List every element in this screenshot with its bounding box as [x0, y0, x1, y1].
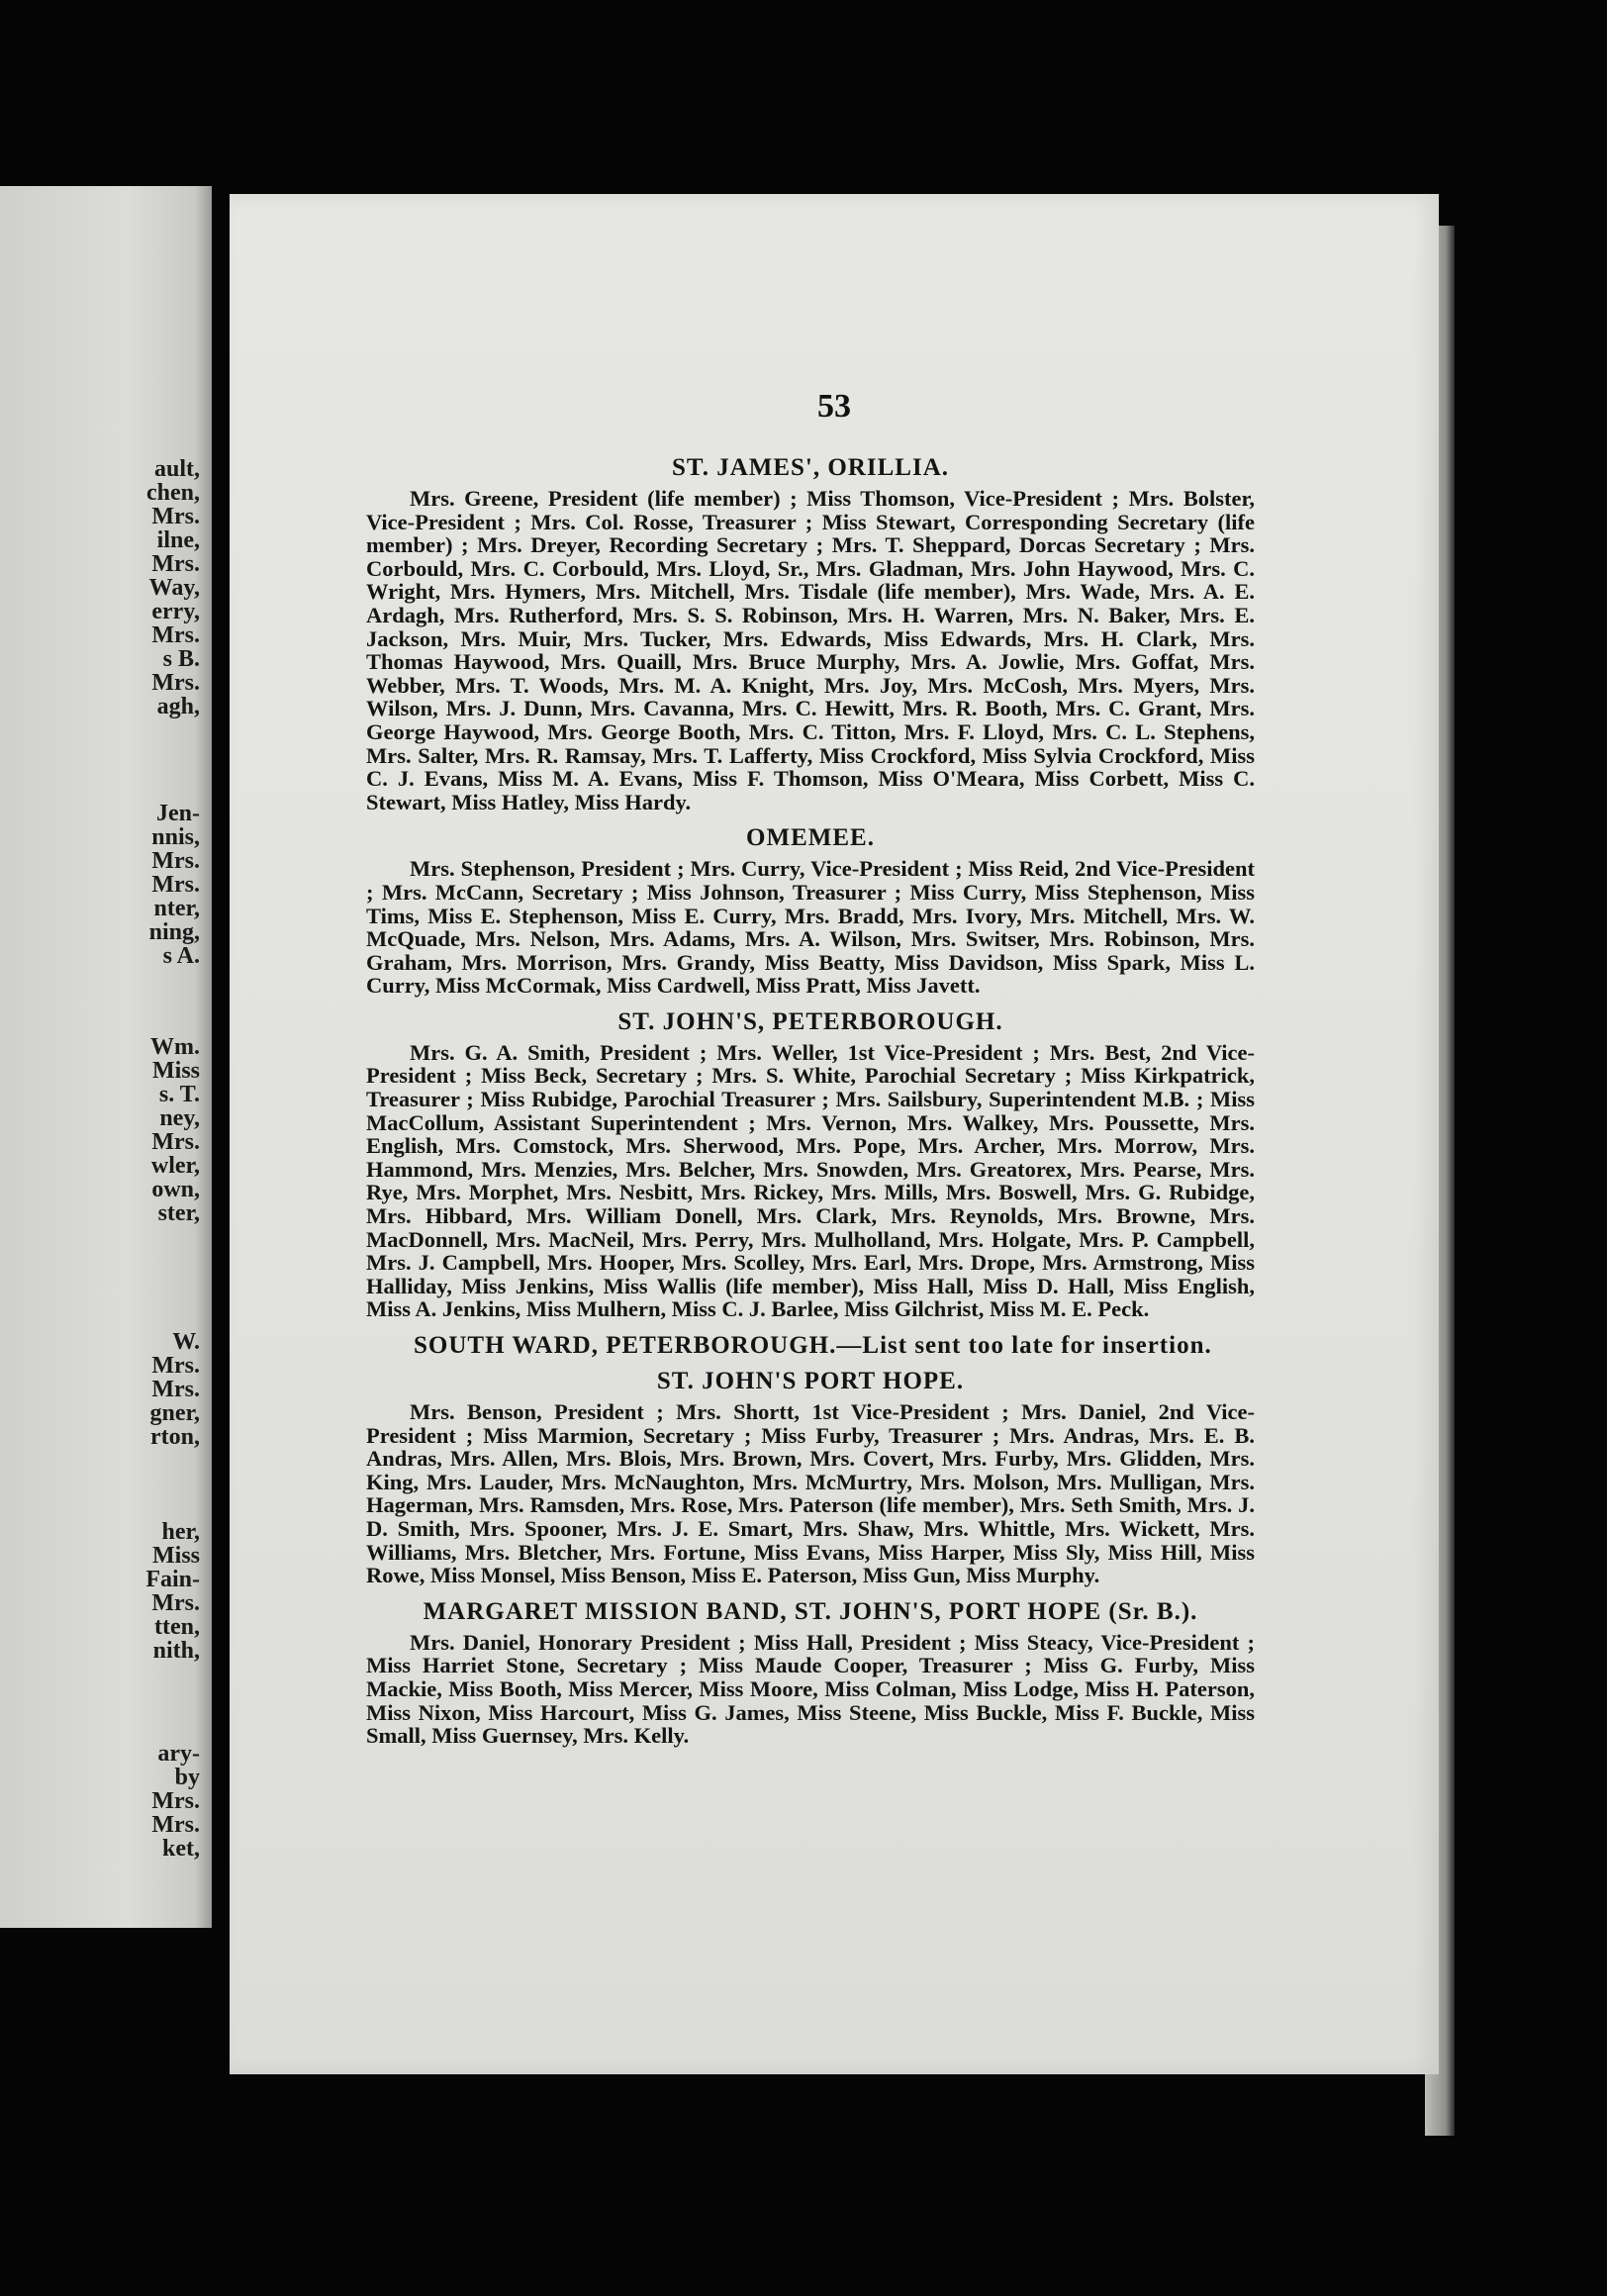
left-page-line: gner, [149, 1400, 200, 1426]
left-page-line: Mrs. [151, 1129, 200, 1155]
section-heading: SOUTH WARD, PETERBOROUGH. [414, 1332, 837, 1359]
left-page-line: W. [172, 1329, 200, 1355]
left-page-line: s B. [162, 646, 200, 672]
page-content [366, 453, 1255, 1758]
section-note: —List sent too late for insertion. [836, 1332, 1212, 1359]
left-page-line: Fain- [145, 1567, 200, 1592]
left-page-line: nith, [152, 1638, 200, 1664]
section-heading-line [366, 1331, 1255, 1361]
left-page-line: Mrs. [151, 1353, 200, 1379]
member-list: Mrs. Greene, President (life member) ; Miss Thomson, Vice-President ; Mrs. Bolster, Vice-President ; Mrs. Col. Rosse, Treasurer ; Miss Stewart, Corresponding Secretary (life member) ; Mrs. Dreyer, Recording Secretary ; Mrs. T. Sheppard, Dorcas Secretary ; Mrs. Corbould, Mrs. C. Corbould, Mrs. Lloyd, Sr., Mrs. Gladman, Mrs. John Haywood, Mrs. C. Wright, Mrs. Hymers, Mrs. Mitchell, Mrs. Tisdale (life member), Mrs. Wade, Mrs. A. E. Ardagh, Mrs. Rutherford, Mrs. S. S. Robinson, Mrs. H. Warren, Mrs. N. Baker, Mrs. E. Jackson, Mrs. Muir, Mrs. Tucker, Mrs. Edwards, Miss Edwards, Mrs. H. Clark, Mrs. Thomas Haywood, Mrs. Quaill, Mrs. Bruce Murphy, Mrs. A. Jowlie, Mrs. Goffat, Mrs. Webber, Mrs. T. Woods, Mrs. M. A. Knight, Mrs. Joy, Mrs. McCosh, Mrs. Myers, Mrs. Wilson, Mrs. J. Dunn, Mrs. Cavanna, Mrs. C. Hewitt, Mrs. R. Booth, Mrs. C. Grant, Mrs. George Haywood, Mrs. George Booth, Mrs. C. Titton, Mrs. F. Lloyd, Mrs. C. L. Stephens, Mrs. Salter, Mrs. R. Ramsay, Mrs. T. Lafferty, Miss Crockford, Miss Sylvia Crockford, Miss C. J. Evans, Miss M. A. Evans, Miss F. Thomson, Miss O'Meara, Miss Corbett, Miss C. Stewart, Miss Hatley, Miss Hardy. [366, 486, 1255, 814]
section-heading: ST. JOHN'S PORT HOPE. [656, 1368, 965, 1394]
left-page-line: wler, [150, 1153, 200, 1179]
left-page-line: tten, [154, 1614, 200, 1640]
left-page-line: her, [161, 1519, 200, 1545]
left-page-line: ault, [153, 456, 200, 482]
section-south-ward-peterborough [366, 1331, 1255, 1361]
section-heading: ST. JOHN'S, PETERBOROUGH. [617, 1007, 1003, 1035]
left-page-line: erry, [151, 599, 200, 624]
left-page-line: s. T. [158, 1082, 200, 1107]
left-page-line: ster, [157, 1200, 200, 1226]
left-page-line: ilne, [156, 527, 200, 553]
left-page-line: nter, [153, 896, 200, 921]
page [230, 194, 1439, 2074]
left-page-line: chen, [146, 480, 200, 506]
left-page-fragment [0, 186, 212, 1928]
section-heading: OMEMEE. [746, 824, 875, 852]
left-page-line: Mrs. [151, 1788, 200, 1814]
left-page-line: Mrs. [151, 551, 200, 577]
section-omemee [366, 823, 1255, 998]
section-st-johns-peterborough [366, 1007, 1255, 1321]
section-st-james-orillia [366, 453, 1255, 813]
left-page-line: ary- [157, 1741, 200, 1767]
left-page-line: Mrs. [151, 504, 200, 529]
member-list: Mrs. G. A. Smith, President ; Mrs. Weller, 1st Vice-President ; Mrs. Best, 2nd Vice-President ; Miss Beck, Secretary ; Mrs. S. White, Parochial Secretary ; Miss Kirkpatrick, Treasurer ; Miss Rubidge, Parochial Treasurer ; Mrs. Sailsbury, Superintendent M.B. ; Miss MacCollum, Assistant Superintendent ; Mrs. Vernon, Mrs. Walkey, Mrs. Poussette, Mrs. English, Mrs. Comstock, Mrs. Sherwood, Mrs. Pope, Mrs. Archer, Mrs. Morrow, Mrs. Hammond, Mrs. Menzies, Mrs. Belcher, Mrs. Snowden, Mrs. Greatorex, Mrs. Pearse, Mrs. Rye, Mrs. Morphet, Mrs. Nesbitt, Mrs. Rickey, Mrs. Mills, Mrs. Boswell, Mrs. G. Rubidge, Mrs. Hibbard, Mrs. William Donell, Mrs. Clark, Mrs. Reynolds, Mrs. Browne, Mrs. MacDonnell, Mrs. MacNeil, Mrs. Perry, Mrs. Mulholland, Mrs. Holgate, Mrs. P. Campbell, Mrs. J. Campbell, Mrs. Hooper, Mrs. Scolley, Mrs. Earl, Mrs. Drope, Mrs. Armstrong, Miss Halliday, Miss Jenkins, Miss Wallis (life member), Miss Hall, Miss D. Hall, Miss English, Miss A. Jenkins, Miss Mulhern, Miss C. J. Barlee, Miss Gilchrist, Miss M. E. Peck. [366, 1039, 1255, 1322]
left-page-line: rton, [150, 1424, 200, 1450]
left-page-line: ney, [159, 1105, 200, 1131]
member-list: Mrs. Stephenson, President ; Mrs. Curry, Vice-President ; Miss Reid, 2nd Vice-President ; Mrs. McCann, Secretary ; Miss Johnson, Treasurer ; Miss Curry, Miss Stephenson, Miss Tims, Miss E. Stephenson, Miss E. Curry, Mrs. Bradd, Mrs. Ivory, Mrs. Mitchell, Mrs. W. McQuade, Mrs. Nelson, Mrs. Adams, Mrs. A. Wilson, Mrs. Switser, Mrs. Robinson, Mrs. Graham, Mrs. Morrison, Mrs. Grandy, Miss Beatty, Miss Davidson, Miss Spark, Miss L. Curry, Miss McCormak, Miss Cardwell, Miss Pratt, Miss Javett. [366, 856, 1255, 999]
left-page-line: agh, [156, 694, 200, 719]
section-margaret-mission-band [366, 1597, 1255, 1748]
left-page-line: ket, [162, 1836, 200, 1862]
left-page-line: Mrs. [151, 1812, 200, 1838]
left-page-line: Mrs. [151, 622, 200, 648]
member-list: Mrs. Daniel, Honorary President ; Miss Hall, President ; Miss Steacy, Vice-President ; Miss Harriet Stone, Secretary ; Miss Maude Cooper, Treasurer ; Miss G. Furby, Miss Mackie, Miss Booth, Miss Mercer, Miss Moore, Miss Colman, Miss Lodge, Miss H. Paterson, Miss Nixon, Miss Harcourt, Miss G. James, Miss Steene, Miss Buckle, Miss F. Buckle, Miss Small, Miss Guernsey, Mrs. Kelly. [366, 1629, 1255, 1749]
left-page-line: Mrs. [151, 1377, 200, 1402]
section-heading: MARGARET MISSION BAND, ST. JOHN'S, PORT HOPE (Sr. B.). [423, 1597, 1198, 1625]
left-page-line: Miss [152, 1058, 200, 1084]
left-page-line: Mrs. [151, 848, 200, 874]
member-list: Mrs. Benson, President ; Mrs. Shortt, 1st Vice-President ; Mrs. Daniel, 2nd Vice-President ; Miss Marmion, Secretary ; Miss Furby, Treasurer ; Mrs. Andras, Mrs. E. B. Andras, Mrs. Allen, Mrs. Blois, Mrs. Brown, Mrs. Covert, Mrs. Furby, Mrs. Glidden, Mrs. King, Mrs. Lauder, Mrs. McNaughton, Mrs. McMurtry, Mrs. Molson, Mrs. Mulligan, Mrs. Hagerman, Mrs. Ramsden, Mrs. Rose, Mrs. Paterson (life member), Mrs. Seth Smith, Mrs. J. D. Smith, Mrs. Spooner, Mrs. J. E. Smart, Mrs. Shaw, Mrs. Whittle, Mrs. Wickett, Mrs. Williams, Mrs. Bletcher, Mrs. Fortune, Miss Evans, Miss Harper, Miss Sly, Miss Hill, Miss Rowe, Miss Monsel, Miss Benson, Miss E. Paterson, Miss Gun, Miss Murphy. [366, 1399, 1255, 1588]
left-page-line: s A. [162, 943, 200, 969]
section-heading: ST. JAMES', ORILLIA. [671, 454, 949, 481]
left-page-line: Miss [152, 1543, 200, 1569]
page-number: 53 [817, 388, 851, 425]
left-page-line: Mrs. [151, 872, 200, 898]
left-page-line: Way, [148, 575, 200, 601]
left-page-line: by [174, 1765, 200, 1790]
left-page-line: nnis, [151, 824, 200, 850]
left-page-line: ning, [148, 919, 200, 945]
left-page-line: Mrs. [151, 670, 200, 696]
section-st-johns-port-hope [366, 1367, 1255, 1587]
left-page-line: Jen- [156, 801, 200, 826]
left-page-line: Wm. [150, 1034, 200, 1060]
left-page-line: own, [151, 1177, 200, 1202]
left-page-line: Mrs. [151, 1590, 200, 1616]
